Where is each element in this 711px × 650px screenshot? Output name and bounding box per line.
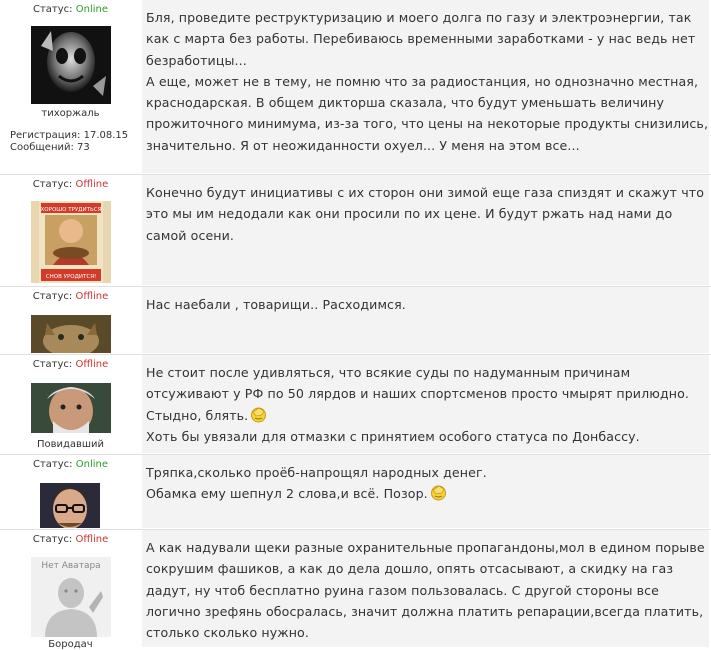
post-author-panel xyxy=(0,175,141,285)
post-author-panel xyxy=(0,0,141,173)
post-content xyxy=(142,455,709,528)
status-offline: Offline xyxy=(75,291,109,302)
message-count: Сообщений: 73 xyxy=(10,142,90,153)
forum-post xyxy=(0,175,711,285)
avatar-image xyxy=(31,201,111,283)
author-nickname[interactable]: Бородач xyxy=(48,639,93,650)
user-status: Статус: Offline xyxy=(32,534,109,545)
user-status: Статус: Online xyxy=(33,4,108,15)
status-online: Online xyxy=(75,4,108,15)
forum-post xyxy=(0,455,711,528)
status-offline: Offline xyxy=(75,179,109,190)
post-author-panel xyxy=(0,287,141,353)
status-online: Online xyxy=(75,459,108,470)
avatar[interactable] xyxy=(40,483,100,528)
author-nickname[interactable]: тихоржаль xyxy=(41,108,100,119)
post-content xyxy=(142,175,709,285)
avatar-image xyxy=(40,483,100,528)
post-paragraph: Нас наебали , товарищи.. Расходимся. xyxy=(146,297,406,312)
status-offline: Offline xyxy=(75,359,109,370)
post-paragraph: Хоть бы увязали для отмазки с принятием особого статуса по Донбассу. xyxy=(146,428,640,444)
post-paragraph: Конечно будут инициативы с их сторон они зимой еще газа спиздят и скажут что это мы им недодали как они просили по их цене. И будут ржать над нами до самой осени. xyxy=(146,185,704,243)
post-paragraph: Тряпка,сколько проёб-напрощял народных денег. xyxy=(146,465,487,480)
avatar-image xyxy=(31,315,111,353)
status-offline: Offline xyxy=(75,534,109,545)
author-meta xyxy=(10,130,128,154)
avatar[interactable] xyxy=(31,557,111,637)
avatar-image xyxy=(31,557,111,637)
user-status: Статус: Offline xyxy=(32,179,109,190)
post-paragraph: Бля, проведите реструктуризацию и моего долга по газу и электроэнергии, так как с марта без работы. Перебиваюсь временными заработками - у нас ведь нет безработицы... xyxy=(146,10,696,68)
avatar[interactable] xyxy=(31,315,111,353)
avatar-caption: Нет Аватара xyxy=(41,561,101,571)
post-paragraph: А еще, может не в тему, не помню что за радиостанция, но однозначно местная, краснодарская. В общем дикторша сказала, что будут уменьшать величину прожиточного минимума, из-за того, что цены на некоторые продукты снизились, значительно. Я от неожиданности охуел... У меня на этом все... xyxy=(146,73,709,153)
user-status: Статус: Online xyxy=(33,459,108,470)
facepalm-smiley-icon xyxy=(250,406,267,423)
post-paragraph: Не стоит после удивляться, что всякие суды по надуманным причинам отсуживают у РФ по 50 лярдов и наших спортсменов просто чмырят прилюдно. Стыдно, блять. xyxy=(146,365,689,423)
user-status: Статус: Offline xyxy=(32,291,109,302)
user-status: Статус: Offline xyxy=(32,359,109,370)
avatar-caption-bottom: СНОВ УРОДИТСЯ! xyxy=(45,274,97,280)
forum-post xyxy=(0,0,711,173)
post-paragraph: А как надували щеки разные охранительные пропагандоны,мол в едином порыве сокрушим фашиков, а как до дела дошло, опять отсасывают, а скидку на газ дадут, ну чтоб бесплатно руина газом пользовалась. С другой стороны все логично зрефянь обосралась, значит должна платить репарации,всегда платить, столько сколько нужно. xyxy=(146,540,705,641)
forum-post xyxy=(0,287,711,353)
avatar-image xyxy=(31,26,111,104)
avatar[interactable] xyxy=(31,383,111,433)
post-author-panel xyxy=(0,355,141,453)
author-nickname[interactable]: Повидавший xyxy=(36,439,105,450)
forum-post xyxy=(0,355,711,453)
post-author-panel xyxy=(0,530,141,650)
post-paragraph: Обамка ему шепнул 2 слова,и всё. Позор. xyxy=(146,483,709,504)
post-content xyxy=(142,287,709,353)
avatar[interactable] xyxy=(31,201,111,283)
facepalm-smiley-icon xyxy=(430,484,447,501)
post-content xyxy=(142,355,709,453)
post-content xyxy=(142,0,709,173)
avatar-image xyxy=(31,383,111,433)
registration-date: Регистрация: 17.08.15 xyxy=(10,130,129,141)
avatar[interactable] xyxy=(31,26,111,104)
post-content xyxy=(142,530,709,647)
forum-post xyxy=(0,530,711,650)
post-author-panel xyxy=(0,455,141,528)
avatar-caption-top: ХОРОШО ТРУДИТЬСЯ xyxy=(40,207,102,213)
